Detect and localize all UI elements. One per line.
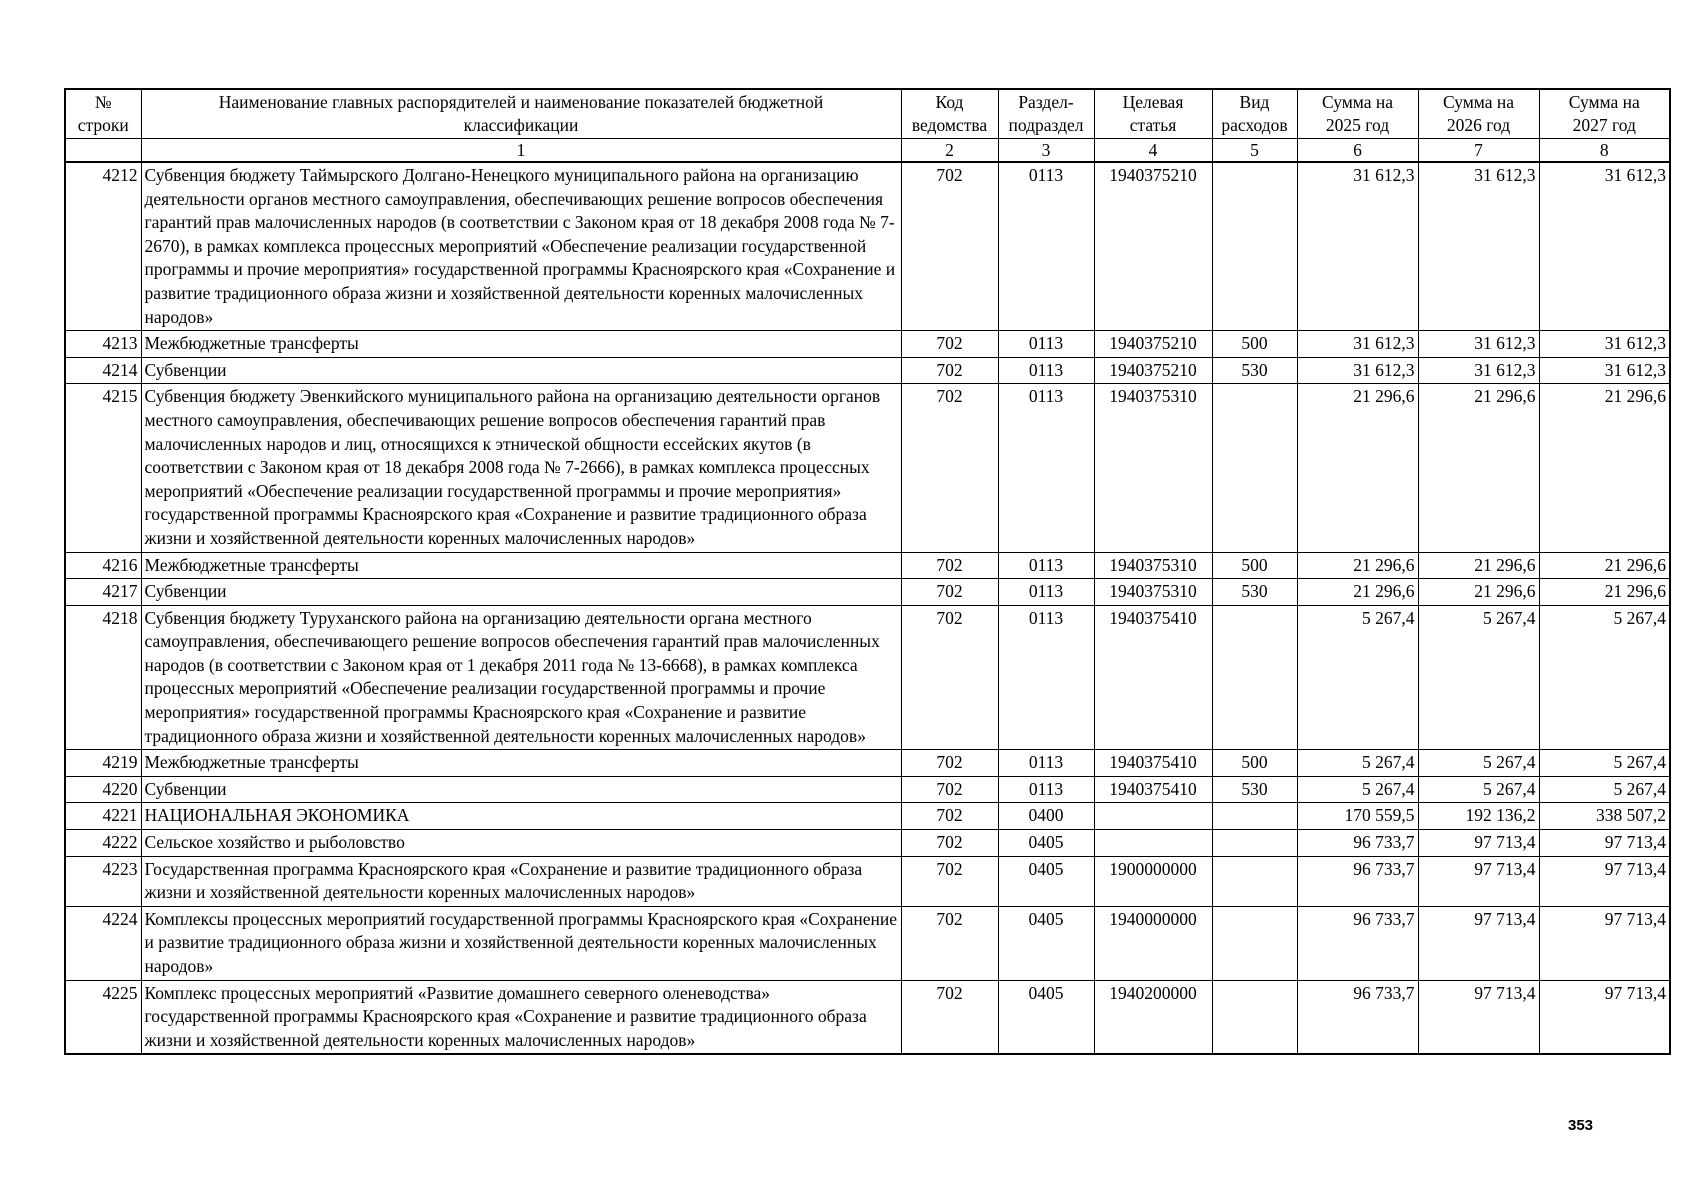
- expense-type-code: 530: [1212, 776, 1297, 803]
- sum-2025: 96 733,7: [1297, 906, 1418, 980]
- section-code: 0113: [998, 552, 1094, 579]
- sum-2025: 31 612,3: [1297, 162, 1418, 331]
- row-number: 4216: [65, 552, 141, 579]
- sum-2026: 31 612,3: [1418, 162, 1539, 331]
- row-name: Субвенция бюджету Таймырского Долгано-Ненецкого муниципального района на организацию деятельности органов местного самоуправления, обеспечивающих решение вопросов обеспечения гарантий прав малочисленных народов (в соответствии с Законом края от 18 декабря 2008 года № 7-2670), в рамках комплекса процессных мероприятий «Обеспечение реализации государственной программы и прочие мероприятия» государственной программы Красноярского края «Сохранение и развитие традиционного образа жизни и хозяйственной деятельности коренных малочисленных народов»: [141, 162, 901, 331]
- table-row: [65, 552, 1670, 579]
- sum-2027: 5 267,4: [1539, 750, 1670, 777]
- section-code: 0113: [998, 605, 1094, 750]
- sum-2027: 21 296,6: [1539, 552, 1670, 579]
- header-sum-2026: Сумма на 2026 год: [1418, 89, 1539, 139]
- row-name: Комплексы процессных мероприятий государственной программы Красноярского края «Сохранение и развитие традиционного образа жизни и хозяйственной деятельности коренных малочисленных народов»: [141, 906, 901, 980]
- dept-code: 702: [901, 331, 998, 358]
- section-code: 0113: [998, 162, 1094, 331]
- sum-2025: 21 296,6: [1297, 552, 1418, 579]
- dept-code: 702: [901, 162, 998, 331]
- sum-2025: 96 733,7: [1297, 830, 1418, 857]
- expense-type-code: 530: [1212, 357, 1297, 384]
- dept-code: 702: [901, 750, 998, 777]
- expense-type-code: 530: [1212, 579, 1297, 606]
- dept-code: 702: [901, 980, 998, 1054]
- row-name: Субвенция бюджету Эвенкийского муниципального района на организацию деятельности органов местного самоуправления, обеспечивающих решение вопросов обеспечения гарантий прав малочисленных народов и лиц, относящихся к этнической общности ессейских якутов (в соответствии с Законом края от 18 декабря 2008 года № 7-2666), в рамках комплекса процессных мероприятий «Обеспечение реализации государственной программы и прочие мероприятия» государственной программы Красноярского края «Сохранение и развитие традиционного образа жизни и хозяйственной деятельности коренных малочисленных народов»: [141, 384, 901, 552]
- sum-2026: 192 136,2: [1418, 803, 1539, 830]
- table-row: [65, 980, 1670, 1054]
- sum-2025: 96 733,7: [1297, 980, 1418, 1054]
- table-row: [65, 830, 1670, 857]
- target-code: [1094, 803, 1212, 830]
- sum-2027: 31 612,3: [1539, 162, 1670, 331]
- table-row: [65, 331, 1670, 358]
- column-number: [65, 139, 141, 163]
- section-code: 0113: [998, 579, 1094, 606]
- section-code: 0405: [998, 830, 1094, 857]
- column-number: 7: [1418, 139, 1539, 163]
- row-number: 4213: [65, 331, 141, 358]
- section-code: 0405: [998, 856, 1094, 906]
- expense-type-code: 500: [1212, 552, 1297, 579]
- row-number: 4219: [65, 750, 141, 777]
- table-row: [65, 579, 1670, 606]
- dept-code: 702: [901, 384, 998, 552]
- dept-code: 702: [901, 579, 998, 606]
- sum-2026: 97 713,4: [1418, 980, 1539, 1054]
- table-row: [65, 776, 1670, 803]
- section-code: 0113: [998, 384, 1094, 552]
- target-code: 1940375310: [1094, 552, 1212, 579]
- dept-code: 702: [901, 856, 998, 906]
- table-row: [65, 750, 1670, 777]
- sum-2026: 97 713,4: [1418, 830, 1539, 857]
- header-section: Раздел- подраздел: [998, 89, 1094, 139]
- sum-2027: 5 267,4: [1539, 776, 1670, 803]
- row-name: Субвенции: [141, 579, 901, 606]
- header-row-no: № строки: [65, 89, 141, 139]
- sum-2025: 5 267,4: [1297, 776, 1418, 803]
- target-code: 1940375210: [1094, 162, 1212, 331]
- target-code: 1940375210: [1094, 331, 1212, 358]
- sum-2027: 21 296,6: [1539, 579, 1670, 606]
- column-number: 5: [1212, 139, 1297, 163]
- column-number-row: [65, 139, 1670, 163]
- row-number: 4212: [65, 162, 141, 331]
- sum-2025: 21 296,6: [1297, 579, 1418, 606]
- row-number: 4217: [65, 579, 141, 606]
- row-number: 4224: [65, 906, 141, 980]
- table-row: [65, 906, 1670, 980]
- column-number: 1: [141, 139, 901, 163]
- sum-2026: 31 612,3: [1418, 357, 1539, 384]
- sum-2025: 31 612,3: [1297, 331, 1418, 358]
- target-code: 1900000000: [1094, 856, 1212, 906]
- row-name: Комплекс процессных мероприятий «Развитие домашнего северного оленеводства» государственной программы Красноярского края «Сохранение и развитие традиционного образа жизни и хозяйственной деятельности коренных малочисленных народов»: [141, 980, 901, 1054]
- target-code: 1940375410: [1094, 605, 1212, 750]
- target-code: 1940375410: [1094, 750, 1212, 777]
- row-name: Субвенция бюджету Туруханского района на организацию деятельности органа местного самоуправления, обеспечивающего решение вопросов обеспечения гарантий прав малочисленных народов (в соответствии с Законом края от 1 декабря 2011 года № 13-6668), в рамках комплекса процессных мероприятий «Обеспечение реализации государственной программы и прочие мероприятия» государственной программы Красноярского края «Сохранение и развитие традиционного образа жизни и хозяйственной деятельности коренных малочисленных народов»: [141, 605, 901, 750]
- table-row: [65, 803, 1670, 830]
- expense-type-code: [1212, 605, 1297, 750]
- expense-type-code: 500: [1212, 750, 1297, 777]
- header-sum-2027: Сумма на 2027 год: [1539, 89, 1670, 139]
- sum-2027: 97 713,4: [1539, 980, 1670, 1054]
- header-dept-code: Код ведомства: [901, 89, 998, 139]
- target-code: 1940200000: [1094, 980, 1212, 1054]
- row-name: Субвенции: [141, 357, 901, 384]
- sum-2027: 21 296,6: [1539, 384, 1670, 552]
- header-target: Целевая статья: [1094, 89, 1212, 139]
- row-name: Межбюджетные трансферты: [141, 552, 901, 579]
- sum-2026: 97 713,4: [1418, 906, 1539, 980]
- budget-table: [64, 88, 1671, 1055]
- section-code: 0113: [998, 357, 1094, 384]
- expense-type-code: [1212, 856, 1297, 906]
- sum-2025: 21 296,6: [1297, 384, 1418, 552]
- sum-2026: 5 267,4: [1418, 750, 1539, 777]
- section-code: 0405: [998, 980, 1094, 1054]
- row-number: 4214: [65, 357, 141, 384]
- row-number: 4223: [65, 856, 141, 906]
- row-number: 4225: [65, 980, 141, 1054]
- sum-2025: 5 267,4: [1297, 750, 1418, 777]
- row-name: Межбюджетные трансферты: [141, 331, 901, 358]
- sum-2027: 97 713,4: [1539, 906, 1670, 980]
- sum-2027: 31 612,3: [1539, 331, 1670, 358]
- header-sum-2025: Сумма на 2025 год: [1297, 89, 1418, 139]
- row-name: Сельское хозяйство и рыболовство: [141, 830, 901, 857]
- target-code: 1940375310: [1094, 579, 1212, 606]
- section-code: 0113: [998, 331, 1094, 358]
- expense-type-code: [1212, 906, 1297, 980]
- dept-code: 702: [901, 357, 998, 384]
- column-number: 4: [1094, 139, 1212, 163]
- row-number: 4215: [65, 384, 141, 552]
- dept-code: 702: [901, 776, 998, 803]
- target-code: [1094, 830, 1212, 857]
- sum-2026: 5 267,4: [1418, 776, 1539, 803]
- section-code: 0400: [998, 803, 1094, 830]
- sum-2027: 97 713,4: [1539, 830, 1670, 857]
- row-name: Межбюджетные трансферты: [141, 750, 901, 777]
- expense-type-code: [1212, 384, 1297, 552]
- expense-type-code: [1212, 162, 1297, 331]
- sum-2026: 21 296,6: [1418, 579, 1539, 606]
- column-number: 6: [1297, 139, 1418, 163]
- table-row: [65, 357, 1670, 384]
- sum-2027: 5 267,4: [1539, 605, 1670, 750]
- header-expense-type: Вид расходов: [1212, 89, 1297, 139]
- sum-2025: 96 733,7: [1297, 856, 1418, 906]
- row-number: 4220: [65, 776, 141, 803]
- dept-code: 702: [901, 906, 998, 980]
- expense-type-code: [1212, 803, 1297, 830]
- sum-2027: 97 713,4: [1539, 856, 1670, 906]
- table-row: [65, 384, 1670, 552]
- sum-2025: 5 267,4: [1297, 605, 1418, 750]
- column-number: 8: [1539, 139, 1670, 163]
- dept-code: 702: [901, 803, 998, 830]
- sum-2026: 97 713,4: [1418, 856, 1539, 906]
- section-code: 0113: [998, 750, 1094, 777]
- header-name: Наименование главных распорядителей и наименование показателей бюджетной классификации: [141, 89, 901, 139]
- row-number: 4221: [65, 803, 141, 830]
- dept-code: 702: [901, 605, 998, 750]
- row-name: Государственная программа Красноярского края «Сохранение и развитие традиционного образа жизни и хозяйственной деятельности коренных малочисленных народов»: [141, 856, 901, 906]
- dept-code: 702: [901, 552, 998, 579]
- sum-2027: 31 612,3: [1539, 357, 1670, 384]
- sum-2026: 21 296,6: [1418, 384, 1539, 552]
- sum-2025: 31 612,3: [1297, 357, 1418, 384]
- row-number: 4218: [65, 605, 141, 750]
- expense-type-code: 500: [1212, 331, 1297, 358]
- target-code: 1940375310: [1094, 384, 1212, 552]
- header-row: [65, 89, 1670, 139]
- sum-2027: 338 507,2: [1539, 803, 1670, 830]
- table-row: [65, 856, 1670, 906]
- table-row: [65, 605, 1670, 750]
- target-code: 1940000000: [1094, 906, 1212, 980]
- section-code: 0113: [998, 776, 1094, 803]
- target-code: 1940375410: [1094, 776, 1212, 803]
- table-row: [65, 162, 1670, 331]
- sum-2026: 31 612,3: [1418, 331, 1539, 358]
- row-number: 4222: [65, 830, 141, 857]
- sum-2025: 170 559,5: [1297, 803, 1418, 830]
- dept-code: 702: [901, 830, 998, 857]
- sum-2026: 21 296,6: [1418, 552, 1539, 579]
- expense-type-code: [1212, 980, 1297, 1054]
- page-number: 353: [1568, 1117, 1594, 1134]
- expense-type-code: [1212, 830, 1297, 857]
- row-name: НАЦИОНАЛЬНАЯ ЭКОНОМИКА: [141, 803, 901, 830]
- section-code: 0405: [998, 906, 1094, 980]
- target-code: 1940375210: [1094, 357, 1212, 384]
- column-number: 2: [901, 139, 998, 163]
- row-name: Субвенции: [141, 776, 901, 803]
- column-number: 3: [998, 139, 1094, 163]
- sum-2026: 5 267,4: [1418, 605, 1539, 750]
